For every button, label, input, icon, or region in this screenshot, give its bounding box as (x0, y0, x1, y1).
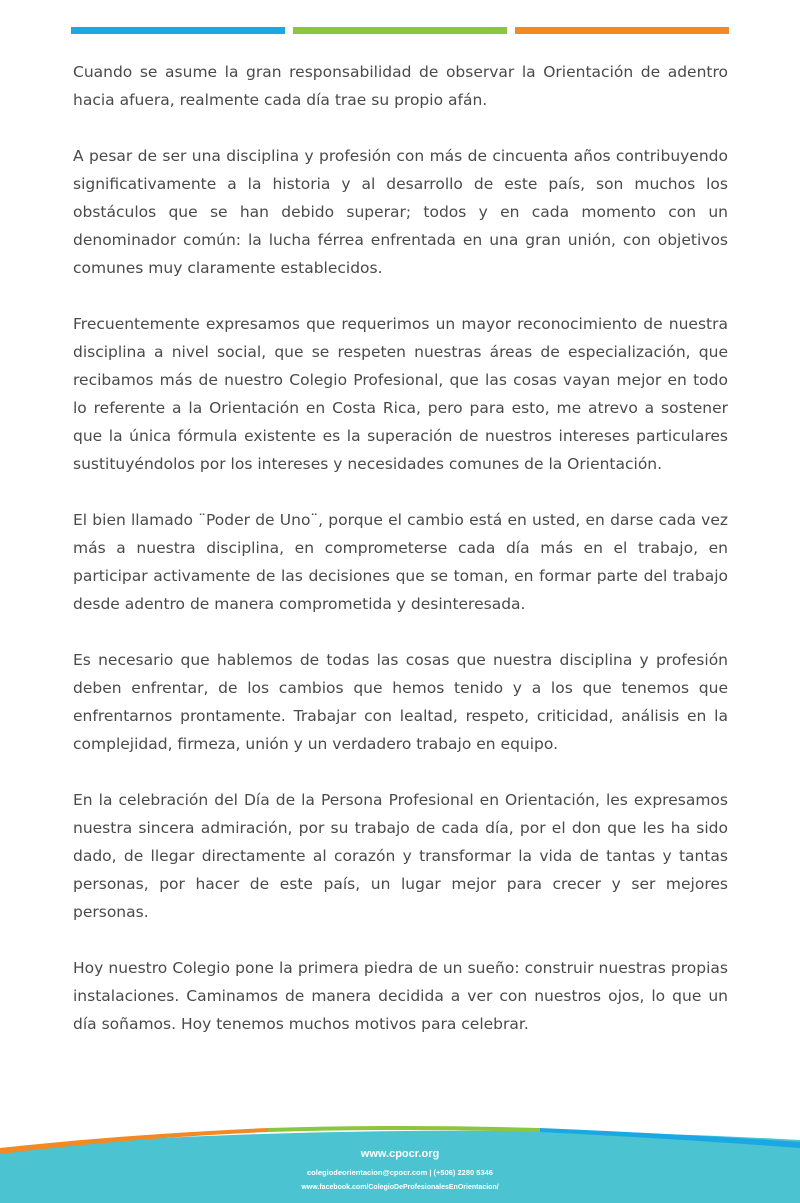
top-bar-green (293, 27, 507, 34)
paragraph-3: Frecuentemente expresamos que requerimos un mayor reconocimiento de nuestra disciplina a nivel social, que se respeten nuestras áreas de especialización, que recibamos más de nuestro Colegio Profesional, que las cosas vayan mejor en todo lo referente a la Orientación en Costa Rica, pero para esto, me atrevo a sostener que la única fórmula existente es la superación de nuestros intereses particulares sustituyéndolos por los intereses y necesidades comunes de la Orientación. (73, 315, 728, 473)
paragraph-2: A pesar de ser una disciplina y profesión con más de cincuenta años contribuyendo significativamente a la historia y al desarrollo de este país, son muchos los obstáculos que se han debido superar; todos y en cada momento con un denominador común: la lucha férrea enfrentada en una gran unión, con objetivos comunes muy claramente establecidos. (73, 147, 728, 277)
footer-wave-teal (0, 1131, 800, 1203)
article-body (73, 58, 728, 1066)
footer-facebook-link[interactable]: www.facebook.com/ColegioDeProfesionalesEnOrientacion/ (301, 1184, 499, 1191)
footer-website-link[interactable]: www.cpocr.org (360, 1148, 440, 1160)
paragraph-7: Hoy nuestro Colegio pone la primera piedra de un sueño: construir nuestras propias instalaciones. Caminamos de manera decidida a ver con nuestros ojos, lo que un día soñamos. Hoy tenemos muchos motivos para celebrar. (73, 959, 728, 1033)
footer-contact[interactable]: colegiodeorientacion@cpocr.com | (+506) 2280 5346 (307, 1168, 493, 1177)
paragraph-1: Cuando se asume la gran responsabilidad de observar la Orientación de adentro hacia afuera, realmente cada día trae su propio afán. (73, 63, 728, 109)
paragraph-6: En la celebración del Día de la Persona Profesional en Orientación, les expresamos nuestra sincera admiración, por su trabajo de cada día, por el don que les ha sido dado, de llegar directamente al corazón y transformar la vida de tantas y tantas personas, por hacer de este país, un lugar mejor para crecer y ser mejores personas. (73, 791, 728, 921)
paragraph-4: El bien llamado ¨Poder de Uno¨, porque el cambio está en usted, en darse cada vez más a nuestra disciplina, en comprometerse cada día más en el trabajo, en participar activamente de las decisiones que se toman, en formar parte del trabajo desde adentro de manera comprometida y desinteresada. (73, 511, 728, 613)
top-bar-blue (71, 27, 285, 34)
top-bar-orange (515, 27, 729, 34)
paragraph-5: Es necesario que hablemos de todas las cosas que nuestra disciplina y profesión deben enfrentar, de los cambios que hemos tenido y a los que tenemos que enfrentarnos prontamente. Trabajar con lealtad, respeto, criticidad, análisis en la complejidad, firmeza, unión y un verdadero trabajo en equipo. (73, 651, 728, 753)
footer-band (0, 1118, 800, 1203)
